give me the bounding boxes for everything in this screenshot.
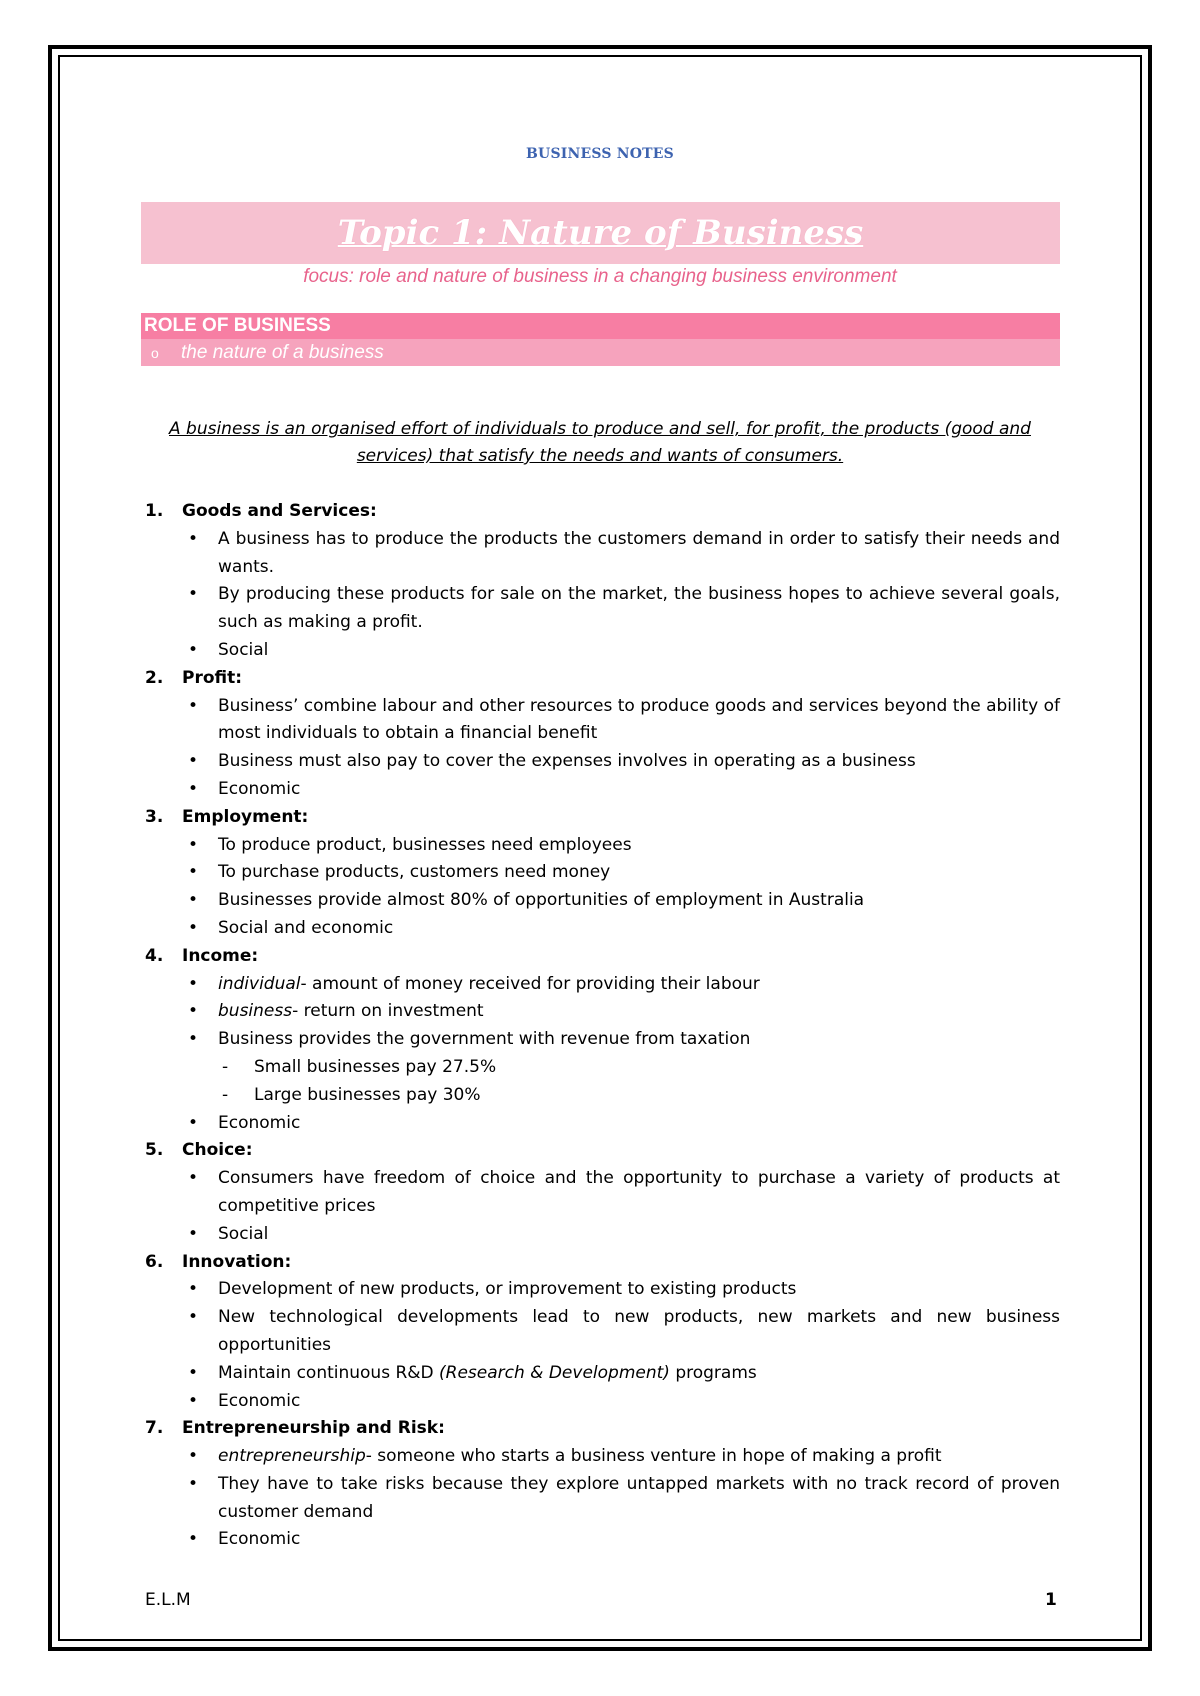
item-number: 3.: [145, 806, 164, 827]
term-definition: - amount of money received for providing their labour: [300, 973, 760, 994]
bullet-list: [182, 1276, 1060, 1415]
bullet-item: • Business must also pay to cover the expenses involves in operating as a business: [182, 748, 1060, 776]
term-italic: entrepreneurship: [218, 1446, 366, 1467]
bullet-item: • Businesses provide almost 80% of opportunities of employment in Australia: [182, 887, 1060, 915]
subsection-heading: [141, 339, 1060, 366]
bullet-item: • Development of new products, or improvement to existing products: [182, 1276, 1060, 1304]
bullet-list: [182, 832, 1060, 943]
bullet-item: • To purchase products, customers need money: [182, 859, 1060, 887]
bullet-item: • Social: [182, 637, 1060, 665]
list-item-income: [145, 943, 1060, 1138]
item-number: 4.: [145, 945, 164, 966]
bullet-item: • A business has to produce the products the customers demand in order to satisfy their needs and wants.: [182, 526, 1060, 582]
bullet-item: • Social: [182, 1221, 1060, 1249]
dash-list: [218, 1054, 1060, 1110]
bullet-list: [182, 971, 1060, 1138]
term-italic: individual: [218, 973, 301, 994]
dash-item: - Large businesses pay 30%: [218, 1082, 1060, 1110]
item-heading: Innovation:: [182, 1251, 292, 1272]
bullet-item: • They have to take risks because they explore untapped markets with no track record of proven customer demand: [182, 1471, 1060, 1527]
item-heading: Income:: [182, 945, 259, 966]
bullet-text: programs: [669, 1362, 757, 1383]
bullet-item: • New technological developments lead to new products, new markets and new business opportunities: [182, 1304, 1060, 1360]
italic-text: (Research & Development): [439, 1362, 670, 1383]
term-definition: - someone who starts a business venture in hope of making a profit: [365, 1446, 942, 1467]
header-label: BUSINESS NOTES: [526, 146, 674, 162]
circle-bullet-icon: o: [151, 345, 159, 361]
list-item-entrepreneurship: [145, 1415, 1060, 1554]
bullet-item: • To produce product, businesses need employees: [182, 832, 1060, 860]
bullet-item: • Economic: [182, 1526, 1060, 1554]
bullet-item: • Economic: [182, 1110, 1060, 1138]
section-heading: ROLE OF BUSINESS: [141, 313, 1060, 339]
item-heading: Choice:: [182, 1140, 253, 1161]
item-heading: Entrepreneurship and Risk:: [182, 1418, 445, 1439]
notes-list: [145, 498, 1060, 1554]
item-number: 7.: [145, 1418, 164, 1439]
bullet-list: [182, 1443, 1060, 1554]
bullet-item: [182, 998, 1060, 1026]
list-item-employment: [145, 804, 1060, 943]
title-banner: [141, 202, 1060, 264]
list-item-profit: [145, 665, 1060, 804]
item-number: 5.: [145, 1140, 164, 1161]
list-item-goods-services: [145, 498, 1060, 665]
bullet-text: Maintain continuous R&D: [218, 1362, 440, 1383]
focus-line: focus: role and nature of business in a changing business environment: [303, 266, 897, 287]
bullet-text: Business provides the government with revenue from taxation: [218, 1029, 751, 1050]
bullet-item: • Consumers have freedom of choice and the opportunity to purchase a variety of products at competitive prices: [182, 1165, 1060, 1221]
bullet-item: • Economic: [182, 776, 1060, 804]
item-number: 6.: [145, 1251, 164, 1272]
list-item-choice: [145, 1137, 1060, 1248]
item-number: 1.: [145, 501, 164, 521]
footer-author: E.L.M: [145, 1590, 191, 1610]
page-title: Topic 1: Nature of Business: [337, 213, 864, 253]
bullet-item: • Business’ combine labour and other resources to produce goods and services beyond the ability of most individuals to obtain a financial benefit: [182, 693, 1060, 749]
dash-item: - Small businesses pay 27.5%: [218, 1054, 1060, 1082]
term-definition: - return on investment: [292, 1001, 484, 1022]
definition-text: A business is an organised effort of individuals to produce and sell, for profit, the products (good and services) that satisfy the needs and wants of consumers.: [169, 419, 1031, 466]
item-heading: Employment:: [182, 806, 309, 827]
list-item-innovation: [145, 1249, 1060, 1416]
bullet-item: [182, 1360, 1060, 1388]
bullet-item: • By producing these products for sale on the market, the business hopes to achieve several goals, such as making a profit.: [182, 581, 1060, 637]
bullet-item: [182, 971, 1060, 999]
bullet-item: • Economic: [182, 1388, 1060, 1416]
bullet-list: [182, 526, 1060, 665]
bullet-list: [182, 693, 1060, 804]
item-heading: Goods and Services:: [182, 501, 377, 521]
subsection-text: the nature of a business: [181, 342, 384, 363]
page-number: 1: [1045, 1590, 1057, 1610]
bullet-item: [182, 1026, 1060, 1109]
item-heading: Profit:: [182, 667, 243, 688]
item-number: 2.: [145, 667, 164, 688]
bullet-item: • Social and economic: [182, 915, 1060, 943]
bullet-list: [182, 1165, 1060, 1248]
term-italic: business: [218, 1001, 293, 1022]
notes-list-container: [145, 498, 1060, 1554]
bullet-item: [182, 1443, 1060, 1471]
